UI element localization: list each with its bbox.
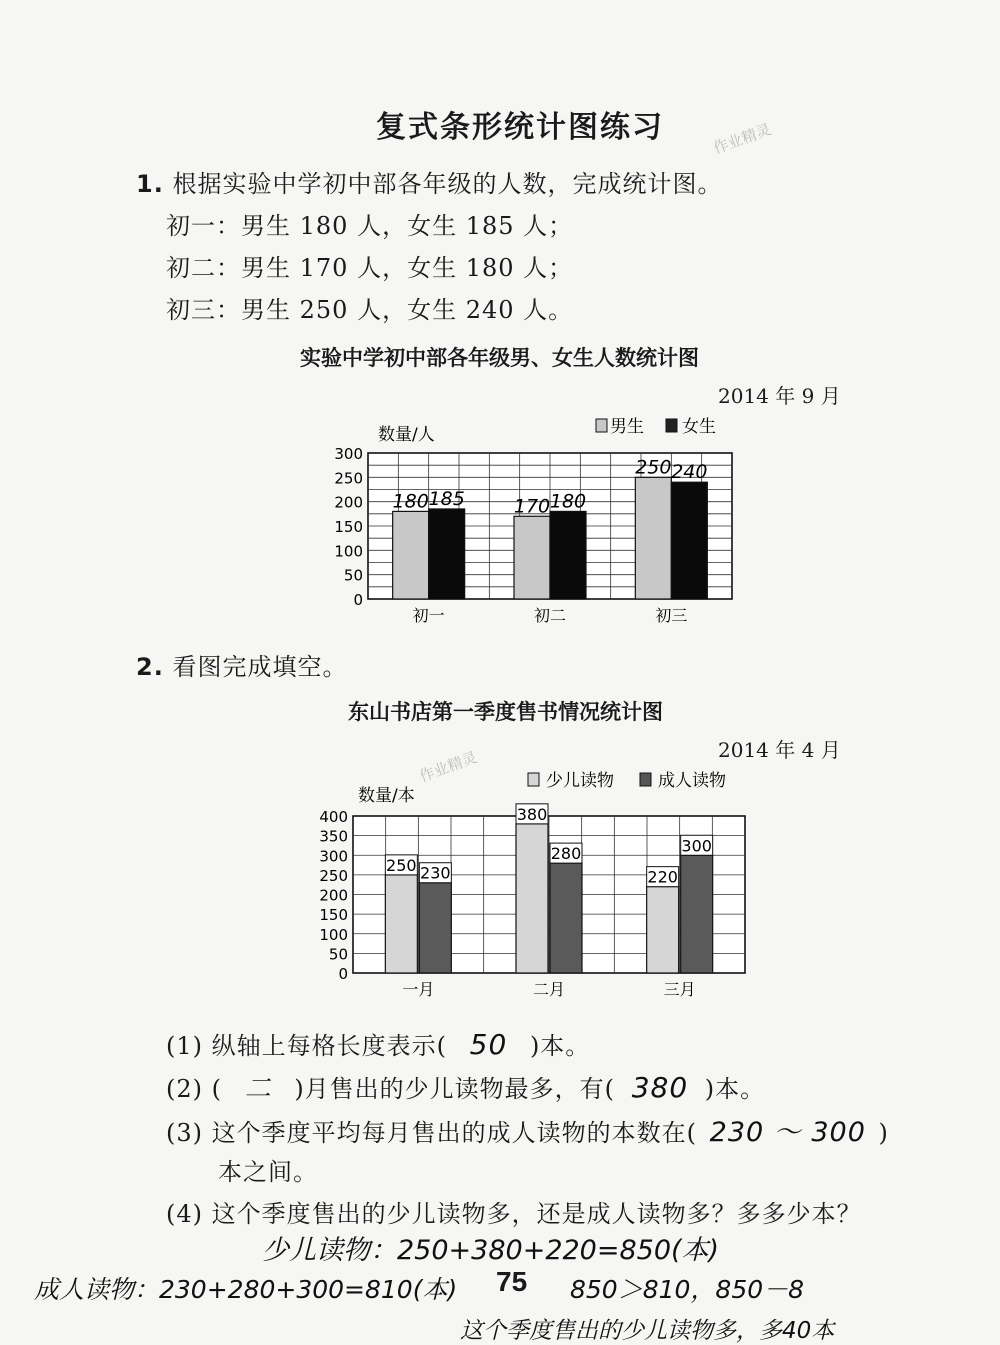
data-label: 230 xyxy=(420,863,451,883)
q1-prompt: 根据实验中学初中部各年级的人数，完成统计图。 xyxy=(172,170,723,198)
x-tick-label: 一月 xyxy=(402,980,435,999)
q2-sub1-text-after: )本。 xyxy=(529,1032,591,1060)
y-tick-label: 300 xyxy=(319,847,348,866)
q2-sub2-answer-month: 二 xyxy=(244,1074,272,1104)
bar-男生-初三 xyxy=(635,477,671,599)
work-line-compare: 850＞810，850－8 xyxy=(570,1275,805,1304)
bar-少儿读物-二月 xyxy=(516,824,548,973)
y-tick-label: 0 xyxy=(338,965,348,983)
q2-sub1-label: (1) xyxy=(166,1032,203,1060)
legend-label-children: 少儿读物 xyxy=(546,771,614,791)
q2-sub3-answer: 230 ～ 300 xyxy=(709,1117,866,1148)
chart2-ylabel: 数量/本 xyxy=(358,786,415,806)
data-label: 250 xyxy=(386,855,417,875)
legend-swatch-boys xyxy=(596,419,607,432)
chart2-title: 东山书店第一季度售书情况统计图 xyxy=(348,700,663,724)
q2-sub3-label: (3) xyxy=(166,1119,203,1147)
data-label: 250 xyxy=(635,456,672,479)
q2-sub2-answer-count: 380 xyxy=(631,1071,689,1104)
bar-成人读物-二月 xyxy=(550,863,582,973)
q2-sub4-label: (4) xyxy=(166,1200,203,1228)
q2-sub1-text: 纵轴上每格长度表示( xyxy=(211,1032,448,1060)
q2-sub2-text-after: )本。 xyxy=(704,1075,766,1103)
data-label: 180 xyxy=(549,490,587,513)
q2-sub2-text-mid: )月售出的少儿读物最多，有( xyxy=(294,1075,616,1103)
page-number: 75 xyxy=(496,1266,528,1297)
y-tick-label: 150 xyxy=(319,906,348,925)
chart1-title: 实验中学初中部各年级男、女生人数统计图 xyxy=(300,346,699,370)
y-tick-label: 100 xyxy=(319,925,348,944)
q2-sub4-text: 这个季度售出的少儿读物多，还是成人读物多？多多少本？ xyxy=(211,1200,862,1228)
legend-swatch-girls xyxy=(666,419,677,432)
bar-女生-初三 xyxy=(671,482,707,599)
data-label: 185 xyxy=(428,487,465,510)
work-line-conclusion: 这个季度售出的少儿读物多，多40本 xyxy=(460,1318,835,1344)
chart1 xyxy=(320,412,760,627)
bar-成人读物-一月 xyxy=(419,883,451,973)
chart1-y-axis xyxy=(334,445,363,609)
y-tick-label: 350 xyxy=(319,827,348,846)
chart1-legend xyxy=(596,417,716,437)
y-tick-label: 150 xyxy=(334,518,363,536)
bar-少儿读物-一月 xyxy=(385,875,417,973)
data-label: 280 xyxy=(550,844,582,864)
chart2-y-axis xyxy=(319,808,348,983)
x-tick-label: 初三 xyxy=(655,606,688,625)
bar-男生-初一 xyxy=(393,511,429,599)
q2-sub3 xyxy=(166,1110,889,1149)
watermark: 作业精灵 xyxy=(710,120,774,158)
bar-少儿读物-三月 xyxy=(647,887,679,973)
q1-prompt-row xyxy=(136,164,722,199)
chart2-x-axis xyxy=(402,980,695,999)
chart2 xyxy=(310,766,760,1006)
q2-sub3-text: 这个季度平均每月售出的成人读物的本数在( xyxy=(211,1119,698,1147)
q2-sub2-label: (2) xyxy=(166,1075,203,1103)
data-label: 170 xyxy=(513,495,551,518)
y-tick-label: 300 xyxy=(334,445,363,463)
q2-prompt-row xyxy=(136,647,347,682)
q2-sub3-line2: 本之间。 xyxy=(218,1158,318,1186)
y-tick-label: 100 xyxy=(334,542,363,561)
q2-sub1-answer: 50 xyxy=(469,1028,508,1061)
legend-swatch-children xyxy=(528,773,539,786)
q2-sub1 xyxy=(166,1026,590,1061)
y-tick-label: 250 xyxy=(319,866,348,885)
legend-label-girls: 女生 xyxy=(682,417,716,437)
y-tick-label: 250 xyxy=(334,469,363,488)
chart1-x-axis xyxy=(413,606,688,625)
y-tick-label: 200 xyxy=(319,886,348,905)
work-line-adult: 成人读物：230+280+300=810(本) xyxy=(34,1275,458,1304)
q2-number: 2. xyxy=(136,653,164,681)
y-tick-label: 50 xyxy=(343,566,363,585)
q2-prompt: 看图完成填空。 xyxy=(172,653,348,681)
chart1-ylabel: 数量/人 xyxy=(378,425,435,445)
y-tick-label: 200 xyxy=(334,493,363,512)
legend-label-boys: 男生 xyxy=(610,417,644,437)
watermark-2: 作业精灵 xyxy=(416,748,480,786)
data-label: 240 xyxy=(671,461,708,484)
legend-label-adult: 成人读物 xyxy=(658,771,726,791)
q2-sub3-text-after: ) xyxy=(878,1119,889,1147)
data-label: 300 xyxy=(681,836,712,856)
y-tick-label: 50 xyxy=(328,945,348,964)
q1-line-grade2: 初二：男生 170 人，女生 180 人； xyxy=(166,254,574,282)
bar-女生-初二 xyxy=(550,511,586,599)
bar-女生-初一 xyxy=(429,509,465,599)
x-tick-label: 二月 xyxy=(532,980,566,999)
q2-sub2 xyxy=(166,1068,765,1105)
y-tick-label: 400 xyxy=(319,808,348,826)
data-label: 380 xyxy=(516,804,548,824)
bar-男生-初二 xyxy=(514,516,550,599)
x-tick-label: 初二 xyxy=(533,606,567,625)
legend-swatch-adult xyxy=(640,773,651,786)
q2-sub4 xyxy=(166,1194,862,1229)
y-tick-label: 0 xyxy=(353,591,363,609)
data-label: 220 xyxy=(647,867,678,887)
data-label: 180 xyxy=(392,490,429,513)
work-line-children: 少儿读物：250+380+220=850(本) xyxy=(262,1235,720,1266)
bar-成人读物-三月 xyxy=(681,855,713,973)
x-tick-label: 初一 xyxy=(412,606,445,625)
chart2-date: 2014 年 4 月 xyxy=(718,738,841,762)
chart1-date: 2014 年 9 月 xyxy=(718,384,841,408)
page-title: 复式条形统计图练习 xyxy=(376,110,664,145)
q1-line-grade3: 初三：男生 250 人，女生 240 人。 xyxy=(166,296,574,324)
q1-number: 1. xyxy=(136,170,164,198)
x-tick-label: 三月 xyxy=(663,980,696,999)
q2-sub2-text: ( xyxy=(211,1075,223,1103)
q1-line-grade1: 初一：男生 180 人，女生 185 人； xyxy=(166,212,574,240)
chart2-legend xyxy=(528,771,726,791)
